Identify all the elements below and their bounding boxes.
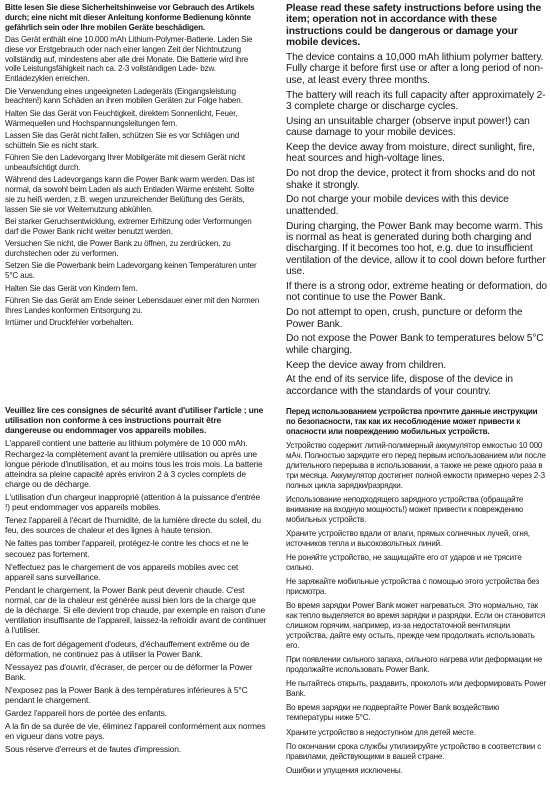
english-paragraph: Using an unsuitable charger (observe input power!) can cause damage to your mobile devices. bbox=[286, 115, 530, 139]
russian-paragraph: Во время зарядки не подвергайте Power Bank воздействию температуры ниже 5°C. bbox=[286, 703, 500, 723]
russian-paragraph: Не пытайтесь открыть, раздавить, проколоть или деформировать Power Bank. bbox=[286, 679, 547, 699]
russian-paragraph: Ошибки и упущения исключены. bbox=[286, 765, 403, 775]
russian-paragraph: Не роняйте устройство, не защищайте его от ударов и не трясите сильно. bbox=[286, 553, 522, 573]
english-paragraph: The device contains a 10,000 mAh lithium polymer battery. Fully charge it before first use or after a long period of non-use, at least every three months. bbox=[286, 52, 544, 86]
english-paragraph: Do not charge your mobile devices with this device unattended. bbox=[286, 194, 509, 217]
german-paragraph: Während des Ladevorgangs kann die Power Bank warm werden. Das ist normal, da sowohl beim Laden als auch Entladen Wärme entsteht. Sollte sie zu heiß werden, z.B. wegen unzureichender Belüftung des Geräts, lassen Sie sie vor Weiternutzung abkühlen. bbox=[5, 175, 255, 214]
french-paragraph: Pendant le chargement, la Power Bank peut devenir chaude. C'est normal, car de la chaleur est générée aussi bien lors de la charge que de la décharge. Si elle devient trop chaude, par exemple en raison d'une ventilation insuffisante de l'appareil, laissez-la refroidir avant de continuer à l'utiliser. bbox=[5, 584, 267, 636]
english-paragraph: During charging, the Power Bank may become warm. This is normal as heat is generated during both charging and discharging. If it becomes too hot, e.g. due to insufficient ventilation of the device, allow it to cool down before further use. bbox=[286, 220, 546, 278]
russian-paragraph: Храните устройство в недоступном для детей месте. bbox=[286, 727, 476, 737]
french-paragraph: N'essayez pas d'ouvrir, d'écraser, de percer ou de déformer la Power Bank. bbox=[5, 661, 253, 682]
french-paragraph: Sous réserve d'erreurs et de fautes d'impression. bbox=[5, 744, 181, 755]
russian-instructions-section bbox=[286, 407, 548, 805]
english-paragraph: At the end of its service life, dispose of the device in accordance with the standards of your country. bbox=[286, 374, 513, 395]
german-paragraph: Setzen Sie die Powerbank beim Ladevorgang keinen Temperaturen unter 5°C aus. bbox=[5, 261, 257, 281]
russian-paragraph: Устройство содержит литий-полимерный аккумулятор емкостью 10 000 мАч. Полностью зарядите его перед первым использованием или после длительного перерыва в использовании, а также не реже одного раза в три месяца. Аккумулятор достигнет полной емкости примерно через 2-3 полных цикла зарядки/разрядки. bbox=[286, 441, 546, 490]
german-instructions-section bbox=[5, 3, 265, 395]
english-heading: Please read these safety instructions before using the item; operation not in accordance with these instructions could be dangerous or damage your mobile devices. bbox=[286, 3, 542, 49]
russian-heading: Перед использованием устройства прочтите данные инструкции по безопасности, так как их несоблюдение может привести к опасности или повреждению мобильных устройств. bbox=[286, 407, 538, 436]
german-paragraph: Irrtümer und Druckfehler vorbehalten. bbox=[5, 318, 134, 328]
french-instructions-section bbox=[5, 405, 267, 805]
german-paragraph: Führen Sie den Ladevorgang Ihrer Mobilgeräte mit diesem Gerät nicht unbeaufsichtigt durch. bbox=[5, 153, 245, 172]
french-paragraph: Gardez l'appareil hors de portée des enfants. bbox=[5, 708, 167, 719]
german-paragraph: Lassen Sie das Gerät nicht fallen, schützen Sie es vor Schlägen und schütteln Sie es nicht stark. bbox=[5, 130, 240, 150]
french-paragraph: Tenez l'appareil à l'écart de l'humidité, de la lumière directe du soleil, du feu, des sources de chaleur et des lignes à haute tension. bbox=[5, 515, 261, 536]
french-paragraph: N'exposez pas la Power Bank à des températures inférieures à 5°C pendant le chargement. bbox=[5, 684, 248, 706]
english-paragraph: Keep the device away from moisture, direct sunlight, fire, heat sources and high-voltage lines. bbox=[286, 142, 535, 165]
german-paragraph: Führen Sie das Gerät am Ende seiner Lebensdauer einer mit den Normen Ihres Landes konformen Entsorgung zu. bbox=[5, 296, 260, 315]
german-paragraph: Bei starker Geruchsentwicklung, extremer Erhitzung oder Verformungen darf die Power Bank nicht weiter benutzt werden. bbox=[5, 217, 252, 236]
french-paragraph: A la fin de sa durée de vie, éliminez l'appareil conformément aux normes en vigueur dans votre pays. bbox=[5, 721, 266, 742]
english-paragraph: Do not attempt to open, crush, puncture or deform the Power Bank. bbox=[286, 307, 523, 330]
russian-paragraph: Не заряжайте мобильные устройства с помощью этого устройства без присмотра. bbox=[286, 577, 540, 597]
french-paragraph: En cas de fort dégagement d'odeurs, d'échauffement extrême ou de déformation, ne continuez pas à utiliser la Power Bank. bbox=[5, 638, 250, 659]
russian-paragraph: Использование неподходящего зарядного устройства (обращайте внимание на входную мощность!) может привести к повреждению мобильных устройств. bbox=[286, 495, 524, 524]
french-paragraph: L'appareil contient une batterie au lithium polymère de 10 000 mAh. Rechargez-la complètement avant la première utilisation ou après une longue période d'inutilisation, et au moins tous les trois mois. La batterie atteindra sa pleine capacité après environ 2 à 3 cycles complets de charge ou de décharge. bbox=[5, 438, 263, 489]
french-paragraph: L'utilisation d'un chargeur inapproprié (attention à la puissance d'entrée !) peut endommager vos appareils mobiles. bbox=[5, 492, 260, 513]
english-paragraph: Do not expose the Power Bank to temperatures below 5°C while charging. bbox=[286, 333, 544, 356]
french-heading: Veuillez lire ces consignes de sécurité avant d'utiliser l'article ; une utilisation non conforme à ces instructions pourrait être dangereuse ou endommager vos appareils mobiles. bbox=[5, 405, 264, 436]
french-paragraph: N'effectuez pas le chargement de vos appareils mobiles avec cet appareil sans surveillance. bbox=[5, 561, 239, 582]
english-paragraph: Keep the device away from children. bbox=[286, 359, 446, 371]
french-paragraph: Ne faites pas tomber l'appareil, protégez-le contre les chocs et ne le secouez pas fortement. bbox=[5, 538, 249, 559]
english-instructions-section bbox=[286, 3, 548, 395]
german-paragraph: Das Gerät enthält eine 10.000 mAh Lithium-Polymer-Batterie. Laden Sie diese vor Erstgebrauch oder nach einer langen Zeit der Nichtnutzung vollständig auf, mindestens aber alle drei Monate. Die Batterie wird ihre volle Leistungsfähigkeit nach ca. 2-3 vollständigen Lade- bzw. Entladezyklen erreichen. bbox=[5, 34, 253, 84]
german-paragraph: Versuchen Sie nicht, die Power Bank zu öffnen, zu zerdrücken, zu durchstechen oder zu verformen. bbox=[5, 239, 231, 259]
russian-paragraph: Храните устройство вдали от влаги, прямых солнечных лучей, огня, источников тепла и высоковольтных линий. bbox=[286, 529, 530, 548]
russian-paragraph: При появлении сильного запаха, сильного нагрева или деформации не продолжайте использовать Power Bank. bbox=[286, 655, 543, 675]
german-heading: Bitte lesen Sie diese Sicherheitshinweise vor Gebrauch des Artikels durch; eine nicht mit dieser Anleitung konforme Bedienung könnte gefährlich sein oder Ihre mobilen Geräte beschädigen. bbox=[5, 3, 255, 32]
english-paragraph: The battery will reach its full capacity after approximately 2-3 complete charge or discharge cycles. bbox=[286, 89, 546, 113]
english-paragraph: Do not drop the device, protect it from shocks and do not shake it strongly. bbox=[286, 168, 535, 191]
russian-paragraph: Во время зарядки Power Bank может нагреваться. Это нормально, так как тепло выделяется во время зарядки и разрядки. Если он становится слишком горячим, например, из-за недостаточной вентиляции устройства, дайте ему остыть, прежде чем продолжать использовать его. bbox=[286, 601, 545, 651]
english-paragraph: If there is a strong odor, extreme heating or deformation, do not continue to use the Power Bank. bbox=[286, 281, 547, 304]
german-paragraph: Halten Sie das Gerät von Kindern fern. bbox=[5, 283, 138, 293]
german-paragraph: Die Verwendung eines ungeeigneten Ladegeräts (Eingangsleistung beachten!) kann Schäden an ihren mobilen Geräten zur Folge haben. bbox=[5, 86, 243, 106]
german-paragraph: Halten Sie das Gerät von Feuchtigkeit, direktem Sonnenlicht, Feuer, Wärmequellen und Hochspannungsleitungen fern. bbox=[5, 108, 238, 128]
russian-paragraph: По окончании срока службы утилизируйте устройство в соответствии с правилами, действующими в вашей стране. bbox=[286, 741, 542, 761]
